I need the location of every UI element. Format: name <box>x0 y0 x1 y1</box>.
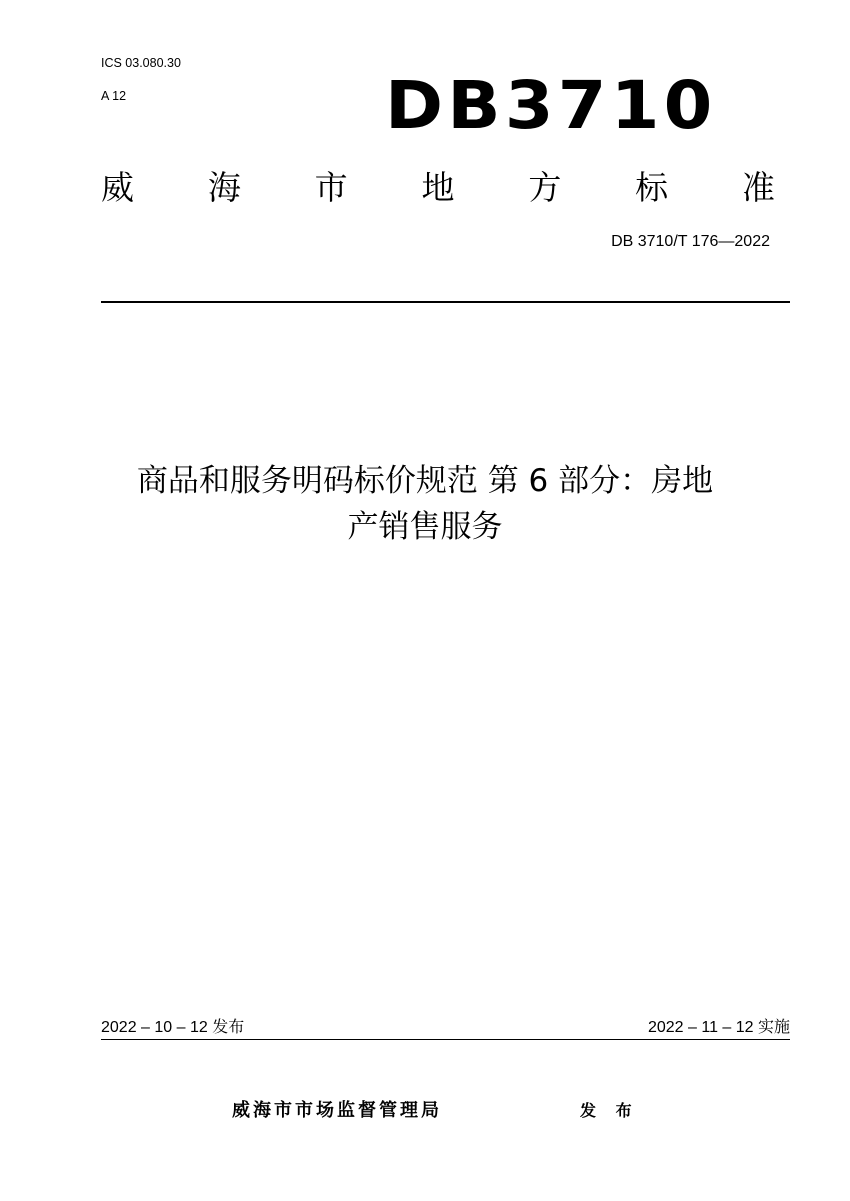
header-divider <box>101 301 790 303</box>
publish-label: 发 布 <box>580 1101 639 1120</box>
standard-number: DB 3710/T 176—2022 <box>611 233 770 250</box>
classification-code: A 12 <box>101 89 127 103</box>
standard-type-char: 准 <box>741 168 775 207</box>
standard-type-char: 市 <box>314 168 348 207</box>
document-title-line-2: 产销售服务 <box>347 509 503 545</box>
implementation-date: 2022 – 11 – 12 实施 <box>647 1019 790 1036</box>
standard-type-char: 威 <box>101 168 134 207</box>
standard-type-char: 方 <box>528 168 562 207</box>
ics-code: ICS 03.080.30 <box>101 56 181 70</box>
document-title <box>60 458 790 550</box>
document-title-line-1: 商品和服务明码标价规范 第 6 部分：房地 <box>136 463 714 499</box>
standard-type-char: 海 <box>207 168 241 207</box>
standard-logo: DB3710 <box>385 67 717 144</box>
issuing-authority: 威海市市场监督管理局 <box>232 1100 442 1121</box>
footer-divider <box>101 1039 790 1040</box>
issue-date: 2022 – 10 – 12 发布 <box>101 1019 245 1036</box>
standard-type-char: 标 <box>635 168 669 207</box>
standard-type-heading <box>101 168 775 208</box>
standard-type-char: 地 <box>421 168 455 207</box>
